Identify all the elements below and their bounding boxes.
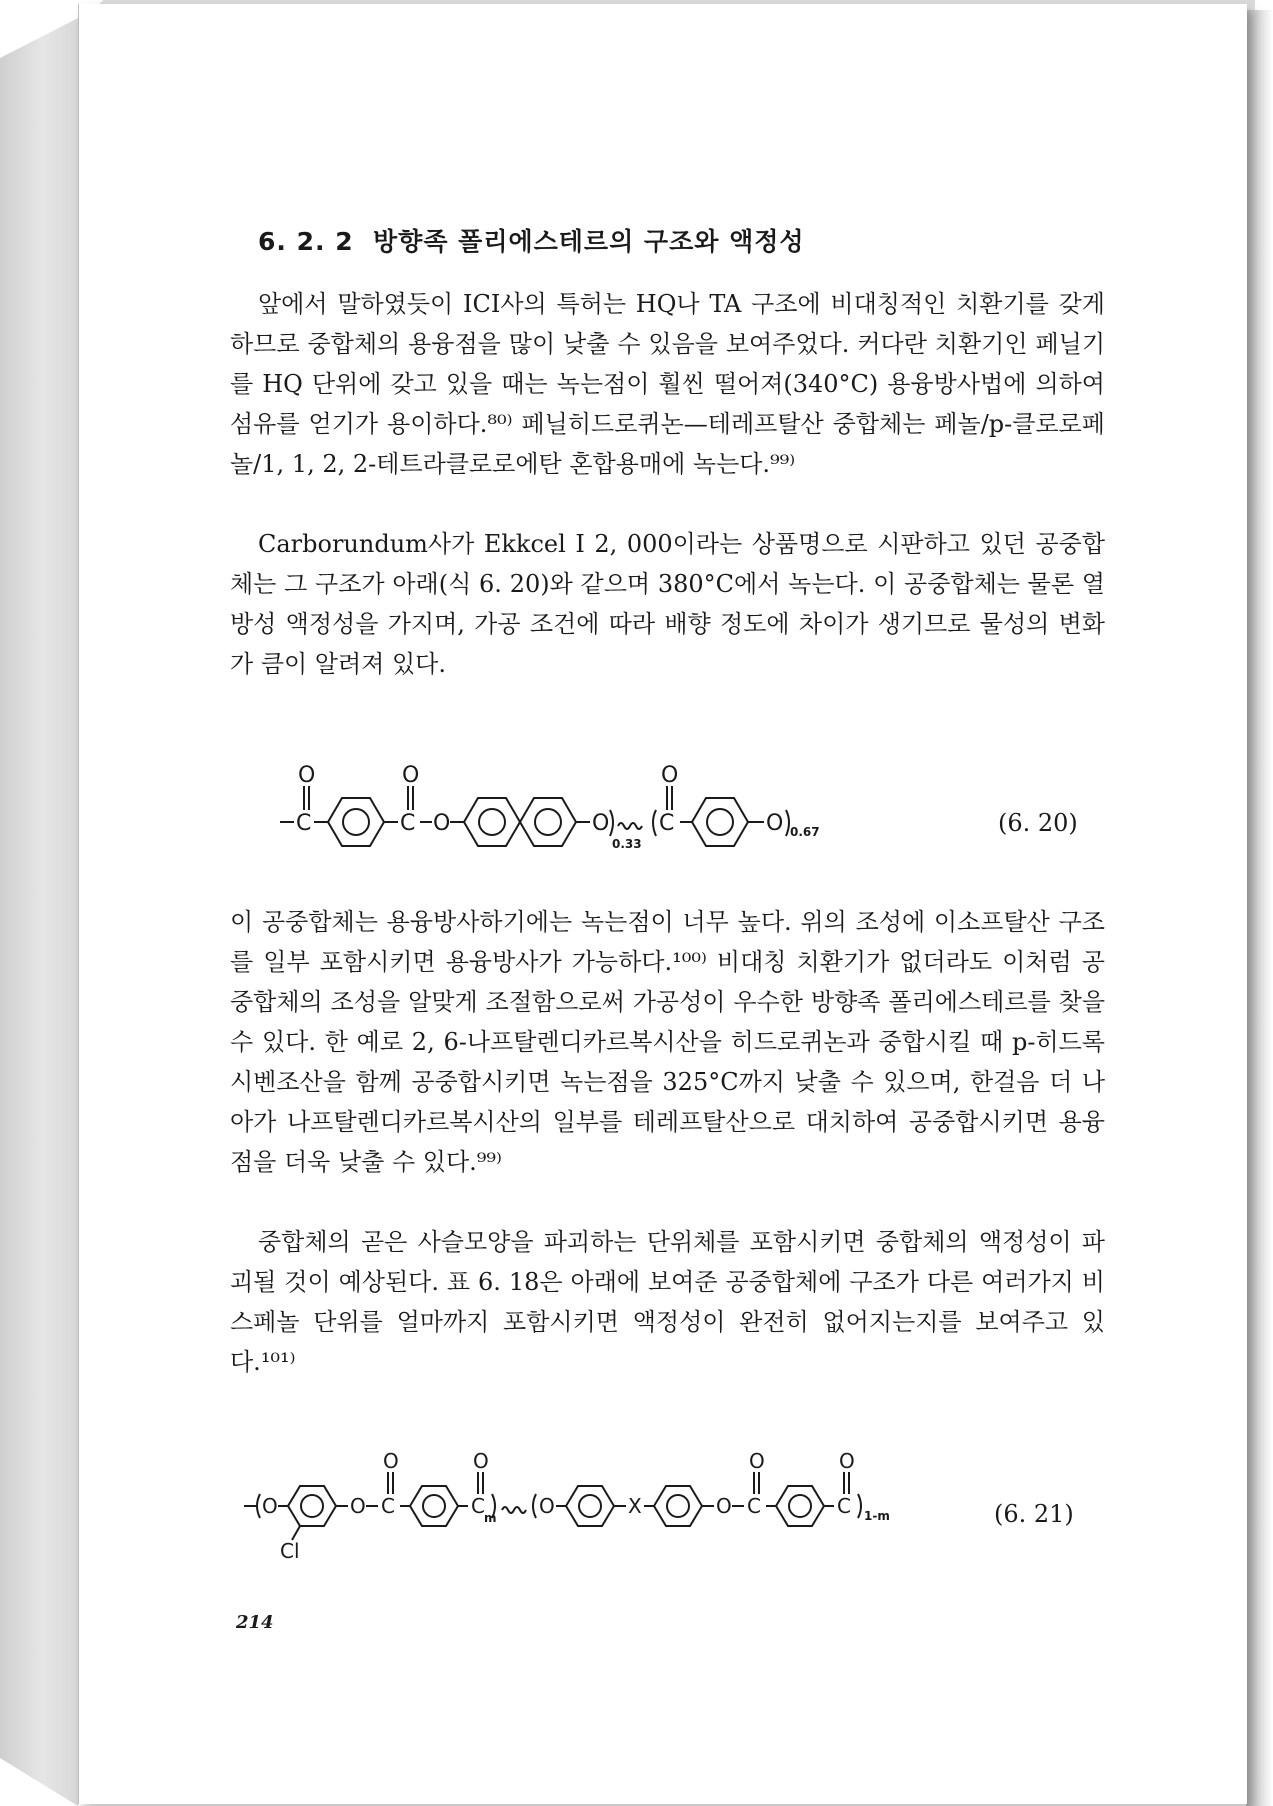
atom-c: C xyxy=(381,1494,395,1518)
paragraph-2: Carborundum사가 Ekkcel I 2, 000이라는 상품명으로 시판하고 있던 공중합체는 그 구조가 아래(식 6. 20)와 같으며 380°C에서 녹는다. 이 공중합체는 물론 열방성 액정성을 가지며, 가공 조건에 따라 배향 정도에 차이가 생기므로 물성의 변화가 큼이 알려져 있다. xyxy=(230,530,1105,678)
page-edge-shadow xyxy=(1246,10,1273,1806)
atom-c: C xyxy=(471,1494,485,1518)
paragraph-4: 중합체의 곧은 사슬모양을 파괴하는 단위체를 포함시키면 중합체의 액정성이 파괴될 것이 예상된다. 표 6. 18은 아래에 보여준 공중합체에 구조가 다른 여러가지 비스페놀 단위를 얼마까지 포함시키면 액정성이 완전히 없어지는지를 보여주고 있다.¹⁰¹⁾ xyxy=(230,1228,1105,1376)
atom-o: O xyxy=(661,763,679,788)
page-number: 214 xyxy=(236,1612,274,1633)
atom-x: X xyxy=(628,1494,642,1518)
equation-label-6-20: (6. 20) xyxy=(998,809,1078,837)
atom-o: O xyxy=(766,811,784,836)
atom-c: C xyxy=(659,811,675,836)
atom-o: O xyxy=(383,1449,399,1473)
atom-c: C xyxy=(747,1494,761,1518)
subscript-0-33: 0.33 xyxy=(612,837,642,851)
atom-o: O xyxy=(839,1449,855,1473)
atom-o: O xyxy=(433,811,451,836)
equation-label-6-21: (6. 21) xyxy=(994,1500,1074,1528)
atom-o: O xyxy=(298,763,316,788)
atom-o: O xyxy=(539,1494,555,1518)
atom-o: O xyxy=(473,1449,489,1473)
atom-c: C xyxy=(400,811,416,836)
section-title: 방향족 폴리에스테르의 구조와 액정성 xyxy=(373,227,805,256)
section-heading xyxy=(258,222,805,258)
paragraph-3: 이 공중합체는 용융방사하기에는 녹는점이 너무 높다. 위의 조성에 이소프탈산 구조를 일부 포함시키면 용융방사가 가능하다.¹⁰⁰⁾ 비대칭 치환기가 없더라도 이처럼 공중합체의 조성을 알맞게 조절함으로써 가공성이 우수한 방향족 폴리에스테르를 찾을 수 있다. 한 예로 2, 6-나프탈렌디카르복시산을 히드로퀴논과 중합시킬 때 p-히드록시벤조산을 함께 공중합시키면 녹는점을 325°C까지 낮출 수 있으며, 한걸음 더 나아가 나프탈렌디카르복시산의 일부를 테레프탈산으로 대치하여 공중합시키면 용융점을 더욱 낮출 수 있다.⁹⁹⁾ xyxy=(230,908,1105,1176)
atom-o: O xyxy=(262,1494,278,1518)
book-spine xyxy=(0,18,78,1806)
atom-o: O xyxy=(350,1494,366,1518)
atom-o: O xyxy=(749,1449,765,1473)
paragraph-1: 앞에서 말하였듯이 ICI사의 특허는 HQ나 TA 구조에 비대칭적인 치환기를 갖게 하므로 중합체의 용융점을 많이 낮출 수 있음을 보여주었다. 커다란 치환기인 페닐기를 HQ 단위에 갖고 있을 때는 녹는점이 훨씬 떨어져(340°C) 용융방사법에 의하여 섬유를 얻기가 용이하다.⁸⁰⁾ 페닐히드로퀴논—테레프탈산 중합체는 페놀/p-클로로페놀/1, 1, 2, 2-테트라클로로에탄 혼합용매에 녹는다.⁹⁹⁾ xyxy=(230,290,1105,478)
atom-c: C xyxy=(837,1494,851,1518)
atom-c: C xyxy=(296,811,312,836)
atom-cl: Cl xyxy=(280,1539,300,1563)
section-number: 6. 2. 2 xyxy=(258,227,354,256)
formula-6-20 xyxy=(270,756,970,876)
subscript-0-67: 0.67 xyxy=(790,825,820,839)
subscript-m: m xyxy=(484,1511,497,1525)
formula-6-21 xyxy=(240,1448,940,1568)
atom-o: O xyxy=(402,763,420,788)
subscript-1-m: 1-m xyxy=(864,1509,890,1523)
atom-o: O xyxy=(716,1494,732,1518)
atom-o: O xyxy=(592,811,610,836)
